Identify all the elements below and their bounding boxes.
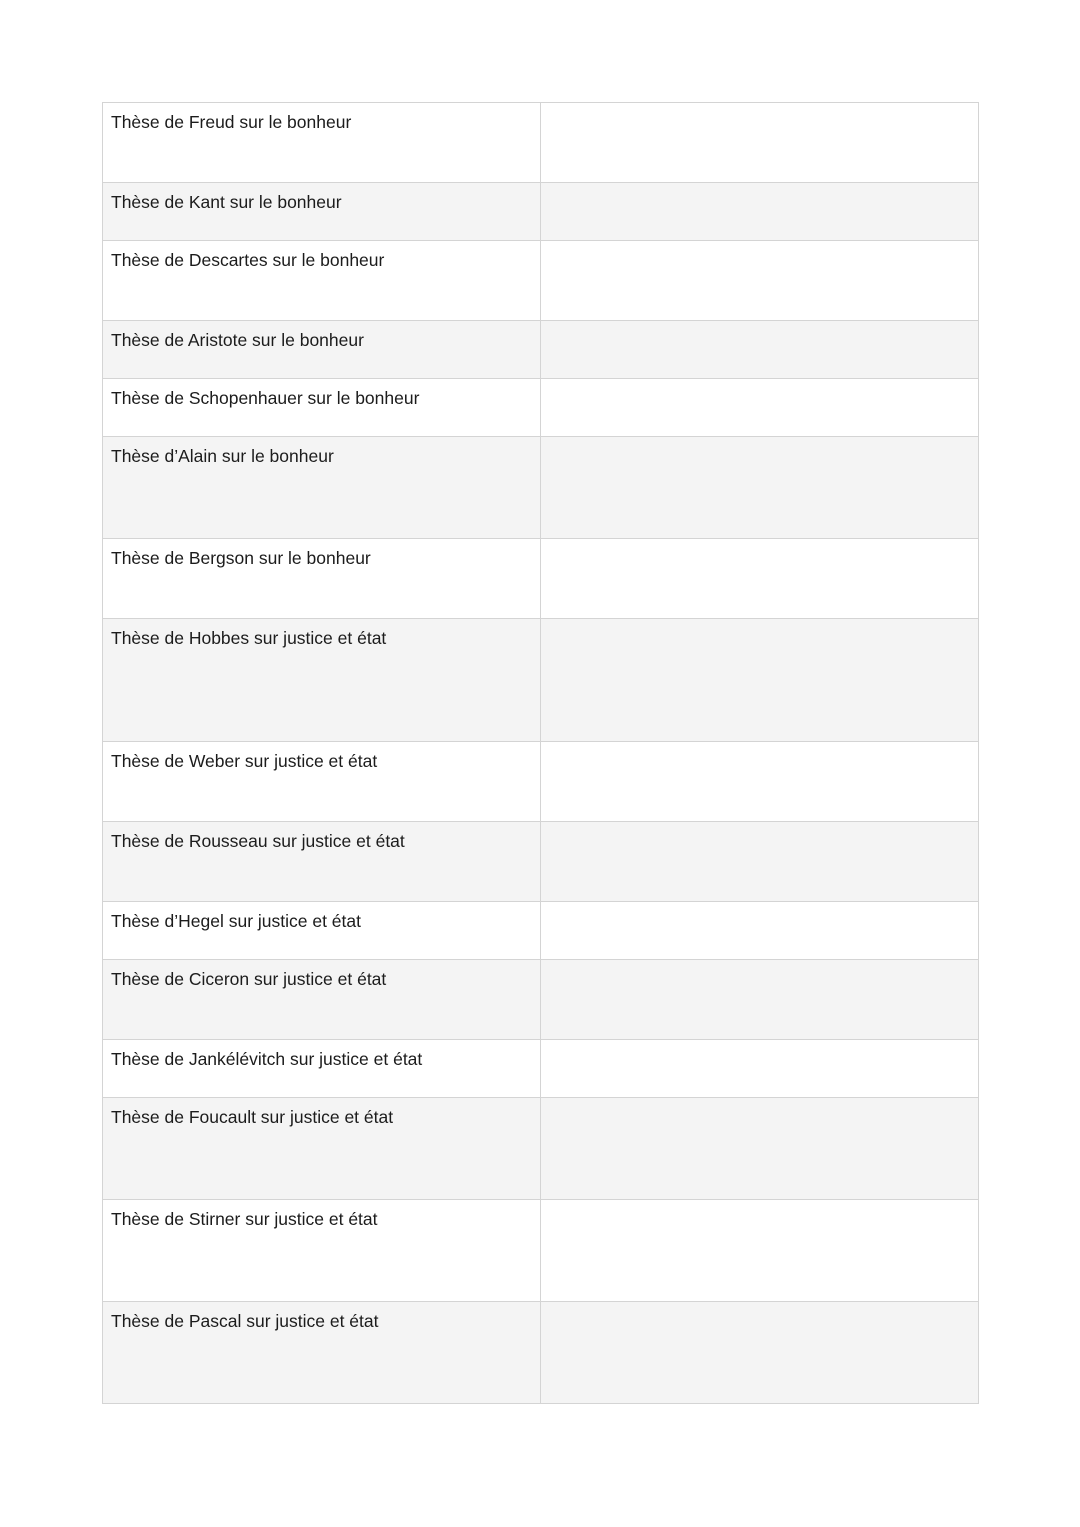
thesis-label-cell [103, 103, 541, 183]
table-row [103, 103, 979, 183]
table-row [103, 183, 979, 241]
thesis-label-cell [103, 960, 541, 1040]
answer-cell[interactable] [541, 619, 979, 742]
table-row [103, 1302, 979, 1404]
answer-cell[interactable] [541, 742, 979, 822]
thesis-label-cell [103, 241, 541, 321]
table-row [103, 437, 979, 539]
thesis-label-cell [103, 437, 541, 539]
thesis-label-cell [103, 822, 541, 902]
answer-cell[interactable] [541, 321, 979, 379]
thesis-label-cell [103, 379, 541, 437]
table-row [103, 1200, 979, 1302]
thesis-label-cell [103, 1040, 541, 1098]
answer-cell[interactable] [541, 183, 979, 241]
thesis-label: Thèse de Pascal sur justice et état [111, 1311, 379, 1331]
answer-cell[interactable] [541, 103, 979, 183]
thesis-label-cell [103, 539, 541, 619]
table-row [103, 321, 979, 379]
answer-cell[interactable] [541, 437, 979, 539]
thesis-label-cell [103, 902, 541, 960]
answer-cell[interactable] [541, 1040, 979, 1098]
thesis-label: Thèse de Schopenhauer sur le bonheur [111, 388, 420, 408]
table-row [103, 960, 979, 1040]
thesis-label: Thèse de Weber sur justice et état [111, 751, 378, 771]
thesis-label: Thèse de Foucault sur justice et état [111, 1107, 394, 1127]
thesis-label: Thèse d’Hegel sur justice et état [111, 911, 361, 931]
table-row [103, 742, 979, 822]
thesis-label: Thèse de Jankélévitch sur justice et état [111, 1049, 423, 1069]
thesis-label: Thèse de Ciceron sur justice et état [111, 969, 387, 989]
thesis-label: Thèse de Freud sur le bonheur [111, 112, 352, 132]
thesis-table-body [103, 103, 979, 1404]
thesis-label: Thèse de Bergson sur le bonheur [111, 548, 371, 568]
thesis-label-cell [103, 619, 541, 742]
table-row [103, 822, 979, 902]
thesis-label: Thèse de Rousseau sur justice et état [111, 831, 405, 851]
thesis-label-cell [103, 1098, 541, 1200]
thesis-label: Thèse d’Alain sur le bonheur [111, 446, 334, 466]
thesis-table [102, 102, 979, 1404]
thesis-label-cell [103, 183, 541, 241]
thesis-label: Thèse de Stirner sur justice et état [111, 1209, 378, 1229]
answer-cell[interactable] [541, 1200, 979, 1302]
table-row [103, 241, 979, 321]
answer-cell[interactable] [541, 960, 979, 1040]
answer-cell[interactable] [541, 379, 979, 437]
table-row [103, 902, 979, 960]
table-row [103, 1040, 979, 1098]
table-row [103, 1098, 979, 1200]
answer-cell[interactable] [541, 902, 979, 960]
table-row [103, 619, 979, 742]
thesis-label-cell [103, 1302, 541, 1404]
thesis-label-cell [103, 321, 541, 379]
thesis-label: Thèse de Kant sur le bonheur [111, 192, 342, 212]
table-row [103, 379, 979, 437]
answer-cell[interactable] [541, 241, 979, 321]
thesis-label-cell [103, 742, 541, 822]
answer-cell[interactable] [541, 1098, 979, 1200]
answer-cell[interactable] [541, 822, 979, 902]
thesis-label: Thèse de Aristote sur le bonheur [111, 330, 364, 350]
thesis-label-cell [103, 1200, 541, 1302]
thesis-label: Thèse de Hobbes sur justice et état [111, 628, 387, 648]
thesis-label: Thèse de Descartes sur le bonheur [111, 250, 385, 270]
answer-cell[interactable] [541, 1302, 979, 1404]
answer-cell[interactable] [541, 539, 979, 619]
table-row [103, 539, 979, 619]
